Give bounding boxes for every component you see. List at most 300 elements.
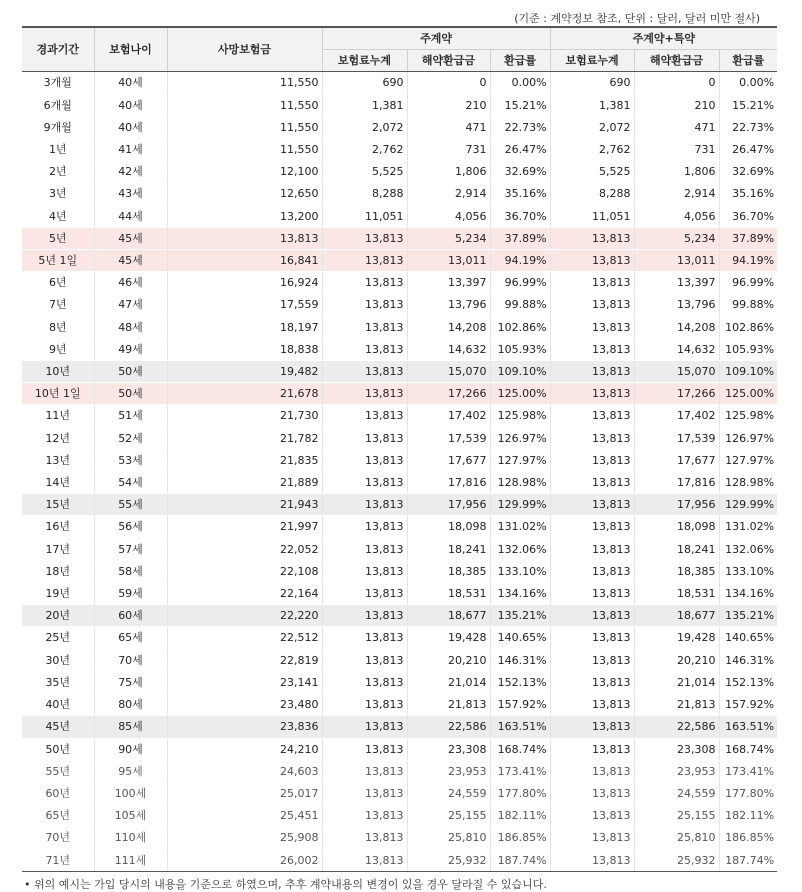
cell-age: 52세 xyxy=(94,427,167,449)
cell-main-premium-total: 13,813 xyxy=(322,494,407,516)
cell-main-surrender-value: 13,796 xyxy=(407,294,490,316)
cell-death-benefit: 23,480 xyxy=(167,694,322,716)
cell-period: 30년 xyxy=(22,649,94,671)
cell-main-refund-ratio: 146.31% xyxy=(490,649,550,671)
cell-rider-surrender-value: 21,813 xyxy=(634,694,719,716)
cell-rider-refund-ratio: 186.85% xyxy=(719,827,777,849)
cell-main-refund-ratio: 94.19% xyxy=(490,250,550,272)
cell-period: 2년 xyxy=(22,161,94,183)
table-row xyxy=(22,805,777,827)
cell-rider-surrender-value: 25,932 xyxy=(634,849,719,871)
cell-rider-premium-total: 13,813 xyxy=(550,649,634,671)
cell-rider-surrender-value: 23,308 xyxy=(634,738,719,760)
cell-death-benefit: 21,997 xyxy=(167,516,322,538)
cell-rider-surrender-value: 21,014 xyxy=(634,671,719,693)
cell-main-refund-ratio: 36.70% xyxy=(490,205,550,227)
cell-main-premium-total: 13,813 xyxy=(322,805,407,827)
cell-age: 51세 xyxy=(94,405,167,427)
cell-main-refund-ratio: 177.80% xyxy=(490,782,550,804)
cell-age: 42세 xyxy=(94,161,167,183)
cell-death-benefit: 11,550 xyxy=(167,139,322,161)
cell-death-benefit: 21,678 xyxy=(167,383,322,405)
cell-rider-premium-total: 13,813 xyxy=(550,805,634,827)
cell-rider-refund-ratio: 187.74% xyxy=(719,849,777,871)
cell-main-premium-total: 13,813 xyxy=(322,272,407,294)
cell-rider-premium-total: 13,813 xyxy=(550,405,634,427)
table-row xyxy=(22,738,777,760)
cell-main-refund-ratio: 132.06% xyxy=(490,538,550,560)
cell-death-benefit: 13,813 xyxy=(167,227,322,249)
cell-main-surrender-value: 2,914 xyxy=(407,183,490,205)
cell-age: 100세 xyxy=(94,782,167,804)
cell-main-surrender-value: 13,011 xyxy=(407,250,490,272)
cell-rider-premium-total: 13,813 xyxy=(550,827,634,849)
footnote: • 위의 예시는 가입 당시의 내용을 기준으로 하였으며, 추후 계약내용의 변경이 있을 경우 달라질 수 있습니다. xyxy=(24,878,547,891)
cell-rider-refund-ratio: 132.06% xyxy=(719,538,777,560)
cell-main-surrender-value: 0 xyxy=(407,72,490,94)
cell-main-premium-total: 1,381 xyxy=(322,94,407,116)
cell-rider-refund-ratio: 125.00% xyxy=(719,383,777,405)
cell-age: 40세 xyxy=(94,116,167,138)
cell-rider-refund-ratio: 32.69% xyxy=(719,161,777,183)
cell-main-premium-total: 13,813 xyxy=(322,449,407,471)
cell-death-benefit: 21,889 xyxy=(167,472,322,494)
cell-main-refund-ratio: 37.89% xyxy=(490,227,550,249)
cell-death-benefit: 24,210 xyxy=(167,738,322,760)
cell-age: 55세 xyxy=(94,494,167,516)
cell-rider-premium-total: 13,813 xyxy=(550,316,634,338)
cell-period: 70년 xyxy=(22,827,94,849)
table-row xyxy=(22,716,777,738)
cell-period: 50년 xyxy=(22,738,94,760)
cell-main-premium-total: 13,813 xyxy=(322,361,407,383)
cell-main-premium-total: 13,813 xyxy=(322,338,407,360)
cell-main-refund-ratio: 182.11% xyxy=(490,805,550,827)
cell-death-benefit: 24,603 xyxy=(167,760,322,782)
cell-age: 41세 xyxy=(94,139,167,161)
cell-rider-surrender-value: 18,531 xyxy=(634,583,719,605)
cell-rider-refund-ratio: 163.51% xyxy=(719,716,777,738)
cell-rider-refund-ratio: 26.47% xyxy=(719,139,777,161)
cell-rider-surrender-value: 14,208 xyxy=(634,316,719,338)
cell-rider-refund-ratio: 157.92% xyxy=(719,694,777,716)
table-unit-note: (기준 : 계약정보 참조, 단위 : 달러, 달러 미만 절사) xyxy=(514,12,760,25)
cell-rider-refund-ratio: 126.97% xyxy=(719,427,777,449)
cell-death-benefit: 21,730 xyxy=(167,405,322,427)
cell-rider-refund-ratio: 94.19% xyxy=(719,250,777,272)
table-row xyxy=(22,605,777,627)
cell-main-premium-total: 13,813 xyxy=(322,716,407,738)
cell-rider-refund-ratio: 109.10% xyxy=(719,361,777,383)
cell-rider-premium-total: 13,813 xyxy=(550,494,634,516)
cell-main-refund-ratio: 187.74% xyxy=(490,849,550,871)
cell-rider-refund-ratio: 152.13% xyxy=(719,671,777,693)
cell-period: 7년 xyxy=(22,294,94,316)
cell-age: 40세 xyxy=(94,94,167,116)
cell-rider-refund-ratio: 99.88% xyxy=(719,294,777,316)
cell-main-premium-total: 13,813 xyxy=(322,516,407,538)
table-row xyxy=(22,782,777,804)
cell-main-premium-total: 13,813 xyxy=(322,227,407,249)
cell-main-refund-ratio: 15.21% xyxy=(490,94,550,116)
cell-rider-surrender-value: 15,070 xyxy=(634,361,719,383)
cell-main-refund-ratio: 140.65% xyxy=(490,627,550,649)
cell-period: 20년 xyxy=(22,605,94,627)
cell-death-benefit: 11,550 xyxy=(167,116,322,138)
cell-main-surrender-value: 14,632 xyxy=(407,338,490,360)
cell-main-surrender-value: 18,677 xyxy=(407,605,490,627)
cell-rider-surrender-value: 18,241 xyxy=(634,538,719,560)
cell-main-premium-total: 13,813 xyxy=(322,694,407,716)
cell-rider-surrender-value: 1,806 xyxy=(634,161,719,183)
cell-period: 10년 1일 xyxy=(22,383,94,405)
cell-rider-surrender-value: 18,677 xyxy=(634,605,719,627)
cell-rider-surrender-value: 4,056 xyxy=(634,205,719,227)
cell-period: 25년 xyxy=(22,627,94,649)
cell-main-refund-ratio: 0.00% xyxy=(490,72,550,94)
cell-age: 59세 xyxy=(94,583,167,605)
cell-main-premium-total: 13,813 xyxy=(322,427,407,449)
cell-rider-surrender-value: 18,098 xyxy=(634,516,719,538)
cell-main-premium-total: 13,813 xyxy=(322,383,407,405)
cell-main-surrender-value: 731 xyxy=(407,139,490,161)
cell-main-surrender-value: 18,531 xyxy=(407,583,490,605)
cell-age: 90세 xyxy=(94,738,167,760)
cell-rider-surrender-value: 17,956 xyxy=(634,494,719,516)
cell-death-benefit: 19,482 xyxy=(167,361,322,383)
cell-main-surrender-value: 17,266 xyxy=(407,383,490,405)
cell-rider-refund-ratio: 36.70% xyxy=(719,205,777,227)
cell-period: 5년 1일 xyxy=(22,250,94,272)
cell-death-benefit: 11,550 xyxy=(167,94,322,116)
cell-main-surrender-value: 20,210 xyxy=(407,649,490,671)
cell-age: 95세 xyxy=(94,760,167,782)
cell-main-surrender-value: 24,559 xyxy=(407,782,490,804)
cell-main-surrender-value: 18,385 xyxy=(407,560,490,582)
cell-rider-premium-total: 13,813 xyxy=(550,716,634,738)
cell-main-surrender-value: 17,816 xyxy=(407,472,490,494)
cell-rider-premium-total: 13,813 xyxy=(550,738,634,760)
table-row xyxy=(22,671,777,693)
cell-rider-premium-total: 13,813 xyxy=(550,449,634,471)
cell-age: 50세 xyxy=(94,361,167,383)
cell-rider-refund-ratio: 133.10% xyxy=(719,560,777,582)
table-row xyxy=(22,361,777,383)
cell-main-premium-total: 13,813 xyxy=(322,472,407,494)
table-row xyxy=(22,427,777,449)
table-row xyxy=(22,250,777,272)
cell-main-premium-total: 13,813 xyxy=(322,405,407,427)
cell-age: 47세 xyxy=(94,294,167,316)
cell-main-premium-total: 690 xyxy=(322,72,407,94)
cell-rider-surrender-value: 17,816 xyxy=(634,472,719,494)
cell-main-refund-ratio: 157.92% xyxy=(490,694,550,716)
cell-rider-refund-ratio: 105.93% xyxy=(719,338,777,360)
cell-rider-refund-ratio: 173.41% xyxy=(719,760,777,782)
cell-death-benefit: 26,002 xyxy=(167,849,322,871)
cell-main-refund-ratio: 163.51% xyxy=(490,716,550,738)
group-header-main-contract: 주계약 xyxy=(322,27,550,50)
col-header-rider-premium-total: 보험료누계 xyxy=(550,50,634,72)
table-row xyxy=(22,472,777,494)
cell-death-benefit: 13,200 xyxy=(167,205,322,227)
table-row xyxy=(22,383,777,405)
cell-main-refund-ratio: 173.41% xyxy=(490,760,550,782)
table-row xyxy=(22,760,777,782)
cell-main-refund-ratio: 126.97% xyxy=(490,427,550,449)
cell-main-refund-ratio: 133.10% xyxy=(490,560,550,582)
cell-rider-surrender-value: 13,397 xyxy=(634,272,719,294)
cell-death-benefit: 22,512 xyxy=(167,627,322,649)
cell-rider-premium-total: 13,813 xyxy=(550,627,634,649)
table-row xyxy=(22,494,777,516)
cell-rider-surrender-value: 23,953 xyxy=(634,760,719,782)
cell-main-surrender-value: 5,234 xyxy=(407,227,490,249)
table-row xyxy=(22,538,777,560)
cell-main-surrender-value: 19,428 xyxy=(407,627,490,649)
cell-period: 55년 xyxy=(22,760,94,782)
cell-main-refund-ratio: 127.97% xyxy=(490,449,550,471)
table-row xyxy=(22,449,777,471)
cell-main-premium-total: 13,813 xyxy=(322,738,407,760)
cell-main-refund-ratio: 128.98% xyxy=(490,472,550,494)
group-header-main-plus-rider: 주계약+특약 xyxy=(550,27,777,50)
cell-rider-premium-total: 690 xyxy=(550,72,634,94)
cell-age: 44세 xyxy=(94,205,167,227)
table-row xyxy=(22,827,777,849)
cell-period: 3개월 xyxy=(22,72,94,94)
table-row xyxy=(22,161,777,183)
cell-main-premium-total: 13,813 xyxy=(322,294,407,316)
cell-period: 6개월 xyxy=(22,94,94,116)
cell-rider-premium-total: 1,381 xyxy=(550,94,634,116)
cell-rider-refund-ratio: 15.21% xyxy=(719,94,777,116)
col-header-death-benefit: 사망보험금 xyxy=(167,27,322,72)
cell-age: 65세 xyxy=(94,627,167,649)
cell-rider-premium-total: 13,813 xyxy=(550,272,634,294)
cell-main-premium-total: 13,813 xyxy=(322,627,407,649)
cell-rider-premium-total: 13,813 xyxy=(550,383,634,405)
cell-main-refund-ratio: 134.16% xyxy=(490,583,550,605)
cell-period: 10년 xyxy=(22,361,94,383)
cell-death-benefit: 21,943 xyxy=(167,494,322,516)
cell-rider-refund-ratio: 35.16% xyxy=(719,183,777,205)
cell-main-surrender-value: 21,014 xyxy=(407,671,490,693)
cell-death-benefit: 25,017 xyxy=(167,782,322,804)
cell-rider-premium-total: 13,813 xyxy=(550,427,634,449)
cell-main-surrender-value: 18,098 xyxy=(407,516,490,538)
cell-main-premium-total: 13,813 xyxy=(322,649,407,671)
cell-main-surrender-value: 17,539 xyxy=(407,427,490,449)
table-row xyxy=(22,205,777,227)
cell-death-benefit: 22,052 xyxy=(167,538,322,560)
cell-rider-surrender-value: 13,796 xyxy=(634,294,719,316)
cell-main-refund-ratio: 26.47% xyxy=(490,139,550,161)
cell-period: 16년 xyxy=(22,516,94,538)
cell-main-premium-total: 13,813 xyxy=(322,560,407,582)
cell-main-refund-ratio: 135.21% xyxy=(490,605,550,627)
cell-age: 70세 xyxy=(94,649,167,671)
table-row xyxy=(22,405,777,427)
col-header-main-surrender-value: 해약환급금 xyxy=(407,50,490,72)
cell-rider-surrender-value: 731 xyxy=(634,139,719,161)
cell-age: 48세 xyxy=(94,316,167,338)
cell-rider-surrender-value: 17,266 xyxy=(634,383,719,405)
cell-rider-surrender-value: 471 xyxy=(634,116,719,138)
cell-age: 45세 xyxy=(94,227,167,249)
cell-main-premium-total: 13,813 xyxy=(322,250,407,272)
cell-main-surrender-value: 4,056 xyxy=(407,205,490,227)
cell-period: 1년 xyxy=(22,139,94,161)
table-row xyxy=(22,583,777,605)
cell-rider-refund-ratio: 128.98% xyxy=(719,472,777,494)
cell-rider-premium-total: 13,813 xyxy=(550,250,634,272)
cell-main-refund-ratio: 35.16% xyxy=(490,183,550,205)
cell-rider-refund-ratio: 0.00% xyxy=(719,72,777,94)
cell-rider-premium-total: 13,813 xyxy=(550,849,634,871)
cell-main-refund-ratio: 129.99% xyxy=(490,494,550,516)
cell-main-refund-ratio: 22.73% xyxy=(490,116,550,138)
cell-rider-premium-total: 13,813 xyxy=(550,671,634,693)
cell-rider-surrender-value: 24,559 xyxy=(634,782,719,804)
col-header-rider-refund-ratio: 환급률 xyxy=(719,50,777,72)
cell-main-premium-total: 13,813 xyxy=(322,782,407,804)
cell-death-benefit: 18,197 xyxy=(167,316,322,338)
table-row xyxy=(22,516,777,538)
cell-rider-refund-ratio: 168.74% xyxy=(719,738,777,760)
cell-main-premium-total: 13,813 xyxy=(322,538,407,560)
table-row xyxy=(22,139,777,161)
cell-rider-surrender-value: 0 xyxy=(634,72,719,94)
table-row xyxy=(22,294,777,316)
cell-main-refund-ratio: 109.10% xyxy=(490,361,550,383)
cell-rider-surrender-value: 18,385 xyxy=(634,560,719,582)
table-header xyxy=(22,27,777,72)
cell-rider-surrender-value: 25,810 xyxy=(634,827,719,849)
cell-period: 8년 xyxy=(22,316,94,338)
cell-main-premium-total: 13,813 xyxy=(322,605,407,627)
cell-rider-premium-total: 13,813 xyxy=(550,361,634,383)
cell-main-premium-total: 2,762 xyxy=(322,139,407,161)
cell-rider-refund-ratio: 37.89% xyxy=(719,227,777,249)
cell-main-surrender-value: 210 xyxy=(407,94,490,116)
cell-rider-refund-ratio: 135.21% xyxy=(719,605,777,627)
cell-period: 9개월 xyxy=(22,116,94,138)
cell-rider-surrender-value: 210 xyxy=(634,94,719,116)
cell-rider-surrender-value: 13,011 xyxy=(634,250,719,272)
cell-main-surrender-value: 23,953 xyxy=(407,760,490,782)
cell-main-surrender-value: 23,308 xyxy=(407,738,490,760)
cell-rider-surrender-value: 5,234 xyxy=(634,227,719,249)
cell-main-premium-total: 13,813 xyxy=(322,583,407,605)
cell-main-premium-total: 13,813 xyxy=(322,316,407,338)
cell-period: 19년 xyxy=(22,583,94,605)
cell-main-premium-total: 13,813 xyxy=(322,827,407,849)
cell-rider-refund-ratio: 140.65% xyxy=(719,627,777,649)
cell-main-refund-ratio: 105.93% xyxy=(490,338,550,360)
cell-period: 14년 xyxy=(22,472,94,494)
cell-period: 15년 xyxy=(22,494,94,516)
cell-period: 45년 xyxy=(22,716,94,738)
cell-rider-refund-ratio: 146.31% xyxy=(719,649,777,671)
cell-main-premium-total: 2,072 xyxy=(322,116,407,138)
cell-rider-refund-ratio: 96.99% xyxy=(719,272,777,294)
cell-rider-premium-total: 13,813 xyxy=(550,538,634,560)
table-row xyxy=(22,560,777,582)
cell-death-benefit: 21,835 xyxy=(167,449,322,471)
cell-period: 17년 xyxy=(22,538,94,560)
cell-death-benefit: 21,782 xyxy=(167,427,322,449)
col-header-period: 경과기간 xyxy=(22,27,94,72)
cell-period: 71년 xyxy=(22,849,94,871)
cell-rider-surrender-value: 19,428 xyxy=(634,627,719,649)
cell-main-premium-total: 5,525 xyxy=(322,161,407,183)
cell-death-benefit: 22,220 xyxy=(167,605,322,627)
cell-death-benefit: 25,908 xyxy=(167,827,322,849)
cell-rider-refund-ratio: 127.97% xyxy=(719,449,777,471)
cell-rider-premium-total: 11,051 xyxy=(550,205,634,227)
table-row xyxy=(22,649,777,671)
cell-rider-premium-total: 13,813 xyxy=(550,760,634,782)
cell-main-refund-ratio: 131.02% xyxy=(490,516,550,538)
cell-age: 50세 xyxy=(94,383,167,405)
cell-death-benefit: 22,164 xyxy=(167,583,322,605)
cell-age: 40세 xyxy=(94,72,167,94)
cell-rider-surrender-value: 17,402 xyxy=(634,405,719,427)
cell-rider-premium-total: 13,813 xyxy=(550,782,634,804)
cell-main-refund-ratio: 125.00% xyxy=(490,383,550,405)
cell-rider-surrender-value: 20,210 xyxy=(634,649,719,671)
cell-age: 75세 xyxy=(94,671,167,693)
cell-age: 58세 xyxy=(94,560,167,582)
cell-rider-refund-ratio: 129.99% xyxy=(719,494,777,516)
cell-rider-premium-total: 13,813 xyxy=(550,338,634,360)
cell-main-surrender-value: 17,956 xyxy=(407,494,490,516)
cell-death-benefit: 22,819 xyxy=(167,649,322,671)
cell-rider-refund-ratio: 182.11% xyxy=(719,805,777,827)
table-row xyxy=(22,227,777,249)
cell-rider-premium-total: 8,288 xyxy=(550,183,634,205)
table-row xyxy=(22,694,777,716)
cell-rider-surrender-value: 17,677 xyxy=(634,449,719,471)
cell-main-refund-ratio: 152.13% xyxy=(490,671,550,693)
cell-period: 40년 xyxy=(22,694,94,716)
table-row xyxy=(22,183,777,205)
table-row xyxy=(22,72,777,94)
col-header-main-premium-total: 보험료누계 xyxy=(322,50,407,72)
cell-period: 5년 xyxy=(22,227,94,249)
col-header-age: 보험나이 xyxy=(94,27,167,72)
cell-age: 56세 xyxy=(94,516,167,538)
cell-period: 6년 xyxy=(22,272,94,294)
cell-rider-refund-ratio: 131.02% xyxy=(719,516,777,538)
cell-rider-surrender-value: 14,632 xyxy=(634,338,719,360)
cell-rider-premium-total: 13,813 xyxy=(550,560,634,582)
cell-rider-premium-total: 13,813 xyxy=(550,605,634,627)
cell-main-surrender-value: 13,397 xyxy=(407,272,490,294)
cell-main-surrender-value: 22,586 xyxy=(407,716,490,738)
cell-death-benefit: 12,650 xyxy=(167,183,322,205)
cell-main-refund-ratio: 99.88% xyxy=(490,294,550,316)
table-row xyxy=(22,94,777,116)
cell-rider-refund-ratio: 102.86% xyxy=(719,316,777,338)
cell-death-benefit: 16,924 xyxy=(167,272,322,294)
cell-period: 65년 xyxy=(22,805,94,827)
cell-rider-premium-total: 13,813 xyxy=(550,694,634,716)
cell-age: 105세 xyxy=(94,805,167,827)
cell-age: 46세 xyxy=(94,272,167,294)
cell-main-surrender-value: 25,155 xyxy=(407,805,490,827)
